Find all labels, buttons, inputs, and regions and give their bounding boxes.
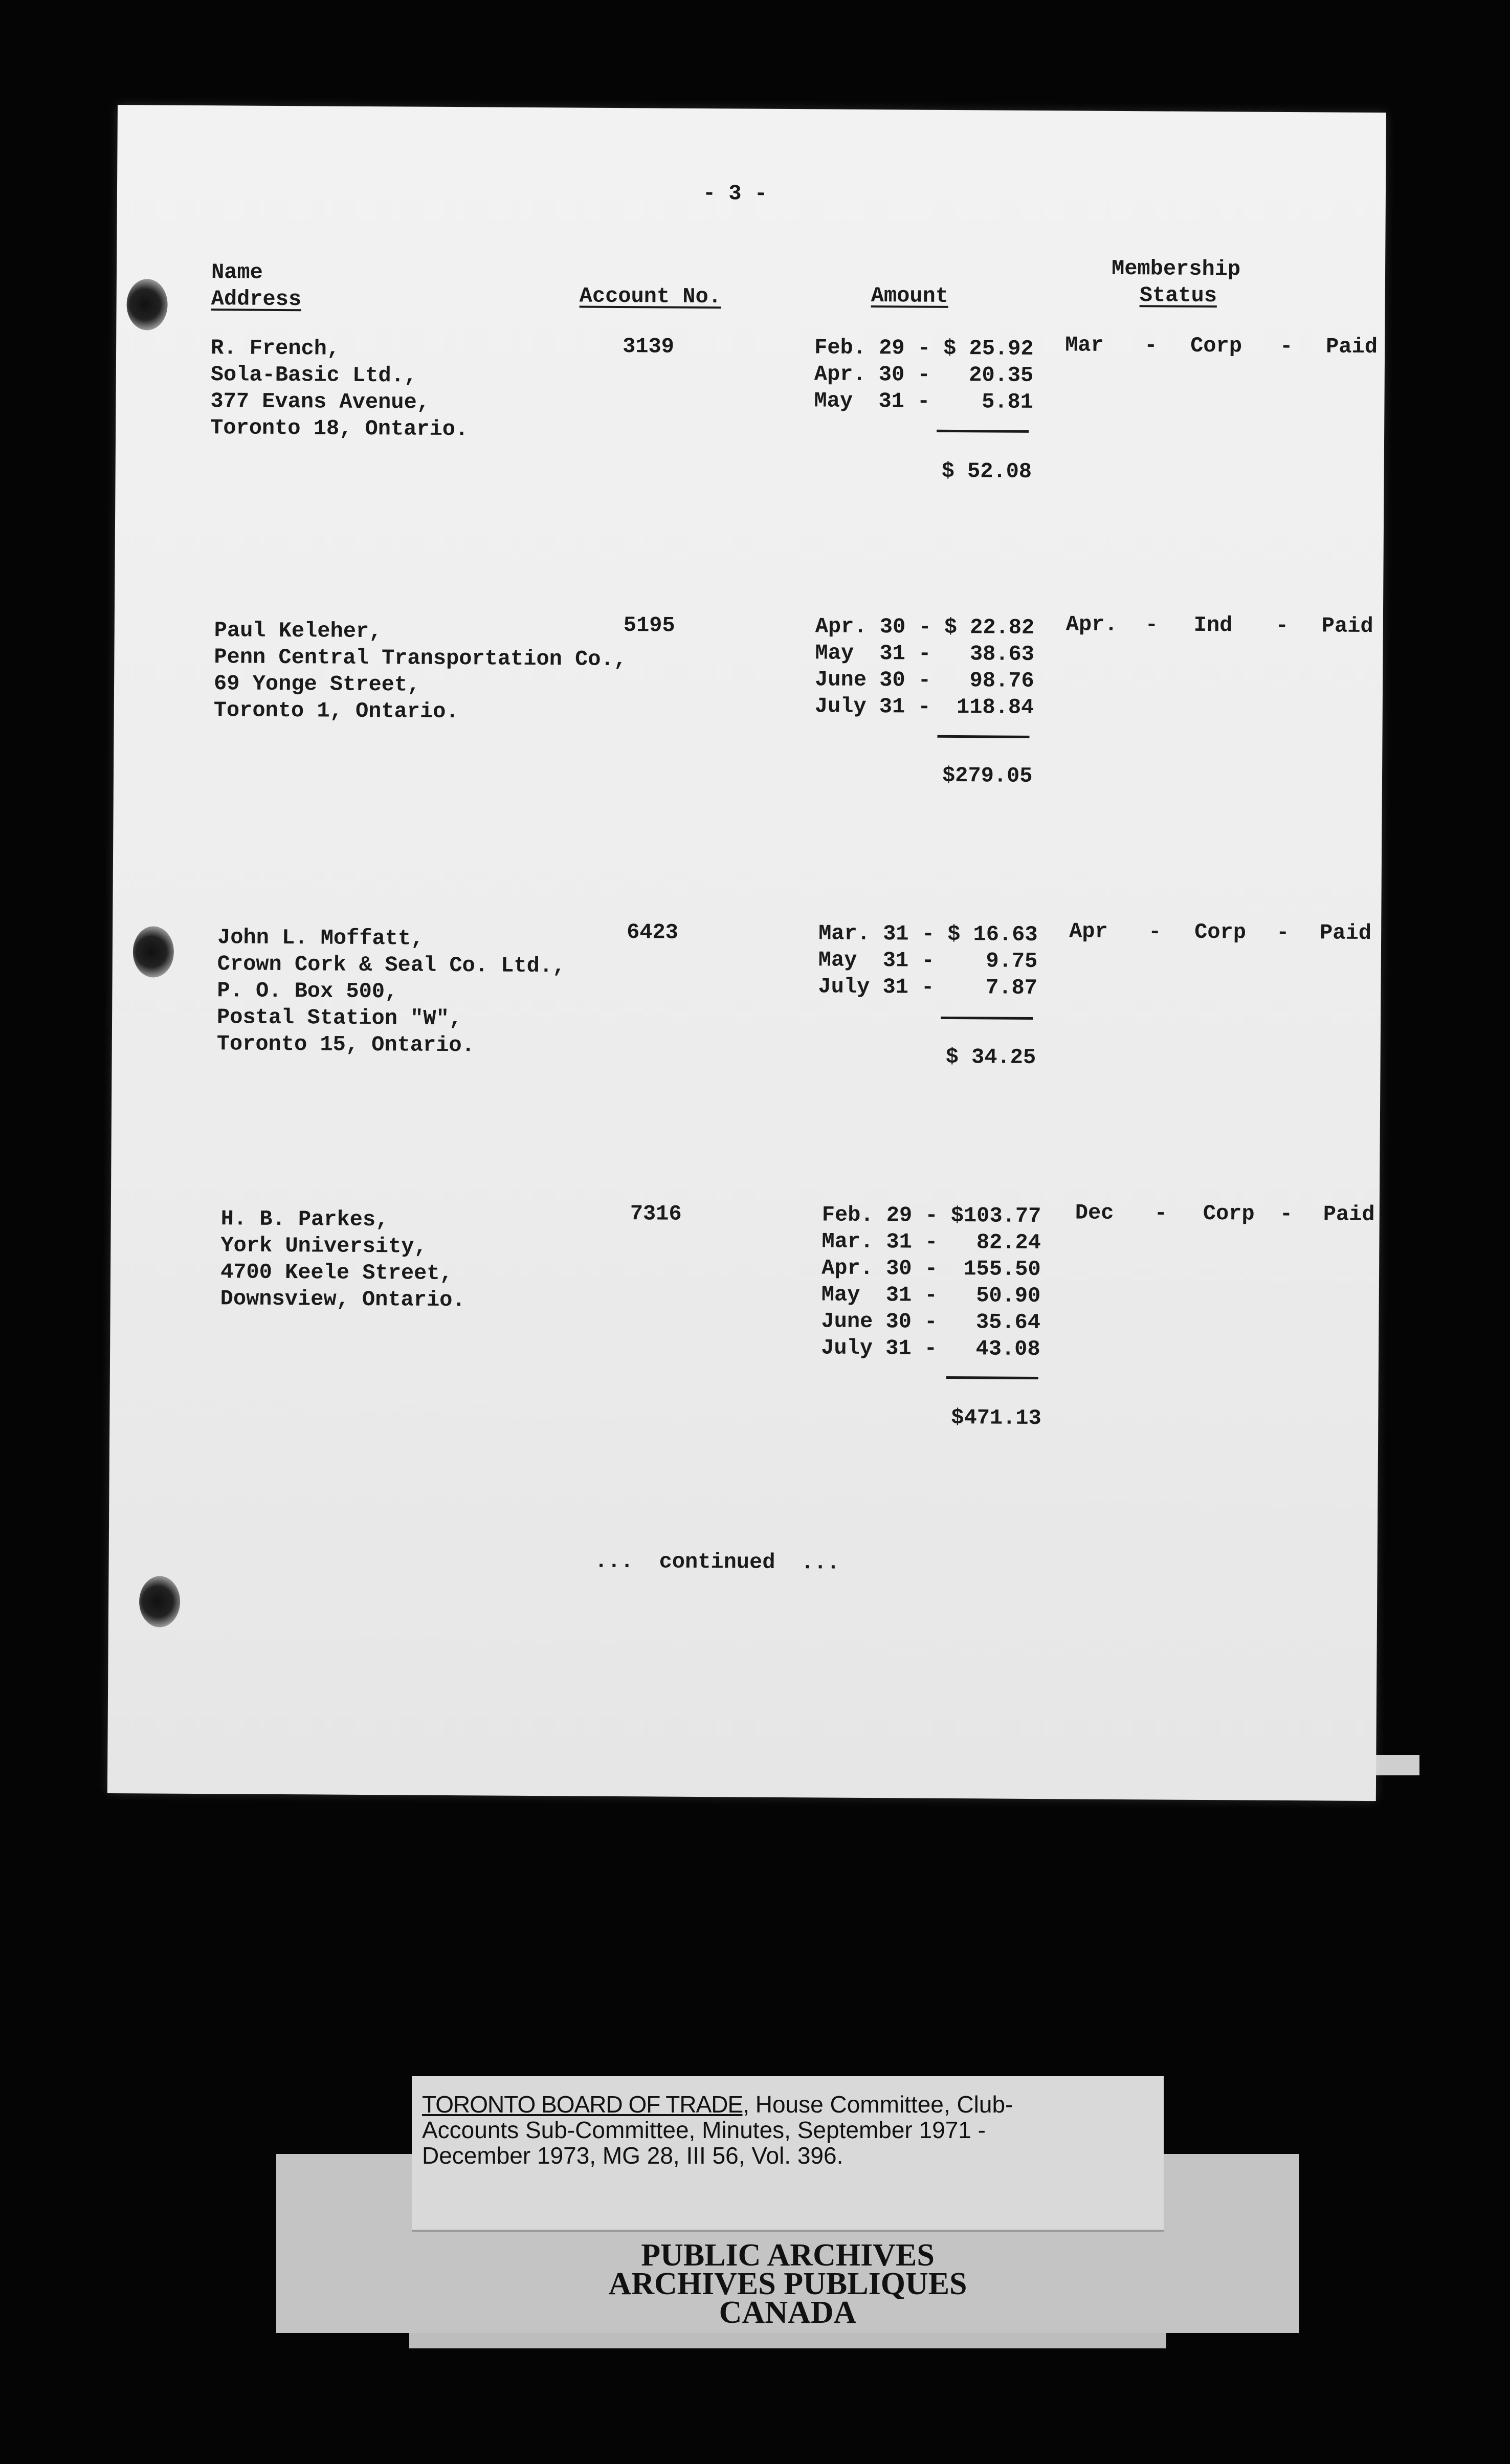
header-amount: Amount xyxy=(871,283,949,309)
payment-line: Apr. 30 - 155.50 xyxy=(821,1256,1041,1282)
status-dash: - xyxy=(1154,1201,1168,1226)
status-paid: Paid xyxy=(1321,613,1373,639)
stamp-line: PUBLIC ARCHIVES xyxy=(641,2238,935,2273)
payment-line: Feb. 29 - $ 25.92 xyxy=(814,335,1034,361)
total-rule xyxy=(946,1376,1038,1379)
payment-line: Feb. 29 - $103.77 xyxy=(821,1202,1041,1229)
document-page xyxy=(107,105,1386,1801)
address-line: Sola-Basic Ltd., xyxy=(210,362,417,388)
address-line: R. French, xyxy=(210,336,340,361)
status-type: Corp xyxy=(1194,919,1247,945)
archive-stamp xyxy=(286,2238,1289,2330)
archive-label-foot xyxy=(409,2333,1166,2348)
archive-citation xyxy=(422,2092,1153,2168)
address-line: H. B. Parkes, xyxy=(220,1206,389,1233)
header-name: Name xyxy=(211,260,263,285)
status-dash: - xyxy=(1145,612,1159,637)
address-line: Toronto 15, Ontario. xyxy=(216,1031,475,1058)
citation-lead: TORONTO BOARD OF TRADE, xyxy=(422,2091,749,2118)
total-amount: $ 34.25 xyxy=(945,1044,1036,1070)
address-line: John L. Moffatt, xyxy=(217,925,424,951)
payment-line: July 31 - 43.08 xyxy=(821,1335,1040,1362)
payment-line: May 31 - 50.90 xyxy=(821,1282,1041,1309)
continued-note: ... continued ... xyxy=(594,1549,840,1575)
status-month: Dec xyxy=(1075,1200,1114,1225)
payment-line: June 30 - 98.76 xyxy=(815,667,1034,693)
binder-hole-top xyxy=(126,279,168,330)
payment-line: July 31 - 118.84 xyxy=(814,694,1034,720)
payment-line: Apr. 30 - $ 22.82 xyxy=(815,614,1035,640)
payment-line: May 31 - 38.63 xyxy=(815,641,1035,667)
binder-hole-bottom xyxy=(139,1576,181,1627)
header-account: Account No. xyxy=(579,283,722,310)
address-line: Toronto 1, Ontario. xyxy=(213,698,459,724)
status-type: Corp xyxy=(1203,1201,1255,1226)
payment-line: Mar. 31 - 82.24 xyxy=(821,1229,1041,1256)
address-line: 4700 Keele Street, xyxy=(220,1260,453,1286)
address-line: 69 Yonge Street, xyxy=(213,671,420,697)
status-dash: - xyxy=(1275,613,1289,639)
header-membership: Membership xyxy=(1111,256,1241,282)
status-month: Apr. xyxy=(1065,612,1118,637)
status-dash: - xyxy=(1279,1201,1293,1227)
status-type: Ind xyxy=(1193,612,1233,638)
account-number: 7316 xyxy=(630,1201,682,1226)
payment-line: May 31 - 9.75 xyxy=(818,948,1038,974)
status-dash: - xyxy=(1144,333,1158,358)
address-line: Downsview, Ontario. xyxy=(220,1286,465,1313)
archive-citation-card xyxy=(412,2076,1164,2230)
total-rule xyxy=(941,1017,1033,1020)
total-rule xyxy=(937,430,1029,433)
payment-line: May 31 - 5.81 xyxy=(814,388,1034,414)
address-line: Postal Station "W", xyxy=(216,1005,462,1031)
binder-hole-middle xyxy=(133,926,174,977)
status-type: Corp xyxy=(1190,333,1242,359)
account-number: 6423 xyxy=(626,920,679,945)
status-paid: Paid xyxy=(1326,334,1378,360)
address-line: York University, xyxy=(220,1233,427,1259)
status-dash: - xyxy=(1148,919,1162,944)
total-amount: $279.05 xyxy=(942,763,1033,788)
header-status-text: Status xyxy=(1139,283,1217,309)
citation-rest: House Committee, Club- Accounts Sub-Committee, Minutes, September 1971 - December 1973, MG 28, III 56, Vol. 396. xyxy=(422,2091,1013,2169)
account-number: 5195 xyxy=(623,613,675,638)
payment-line: July 31 - 7.87 xyxy=(818,974,1038,1001)
address-line: 377 Evans Avenue, xyxy=(210,389,430,415)
payment-line: June 30 - 35.64 xyxy=(821,1309,1041,1335)
total-rule xyxy=(937,735,1029,738)
status-dash: - xyxy=(1280,334,1293,359)
address-line: Crown Cork & Seal Co. Ltd., xyxy=(217,952,566,979)
address-line: Penn Central Transportation Co., xyxy=(214,645,627,672)
status-paid: Paid xyxy=(1323,1202,1375,1227)
address-line: P. O. Box 500, xyxy=(217,978,398,1004)
status-dash: - xyxy=(1276,920,1290,945)
header-address: Address xyxy=(211,287,302,312)
address-line: Toronto 18, Ontario. xyxy=(210,415,469,442)
total-amount: $471.13 xyxy=(951,1405,1041,1431)
status-month: Apr xyxy=(1069,919,1108,944)
status-month: Mar xyxy=(1065,333,1104,358)
page-number: - 3 - xyxy=(702,181,768,206)
total-amount: $ 52.08 xyxy=(941,458,1032,484)
address-line: Paul Keleher, xyxy=(214,618,382,644)
payment-line: Apr. 30 - 20.35 xyxy=(814,362,1034,388)
status-paid: Paid xyxy=(1320,920,1372,946)
account-number: 3139 xyxy=(622,334,675,359)
stamp-line: ARCHIVES PUBLIQUES xyxy=(608,2267,967,2301)
label-divider xyxy=(412,2230,1164,2232)
stamp-line: CANADA xyxy=(719,2295,857,2330)
payment-line: Mar. 31 - $ 16.63 xyxy=(818,921,1038,948)
